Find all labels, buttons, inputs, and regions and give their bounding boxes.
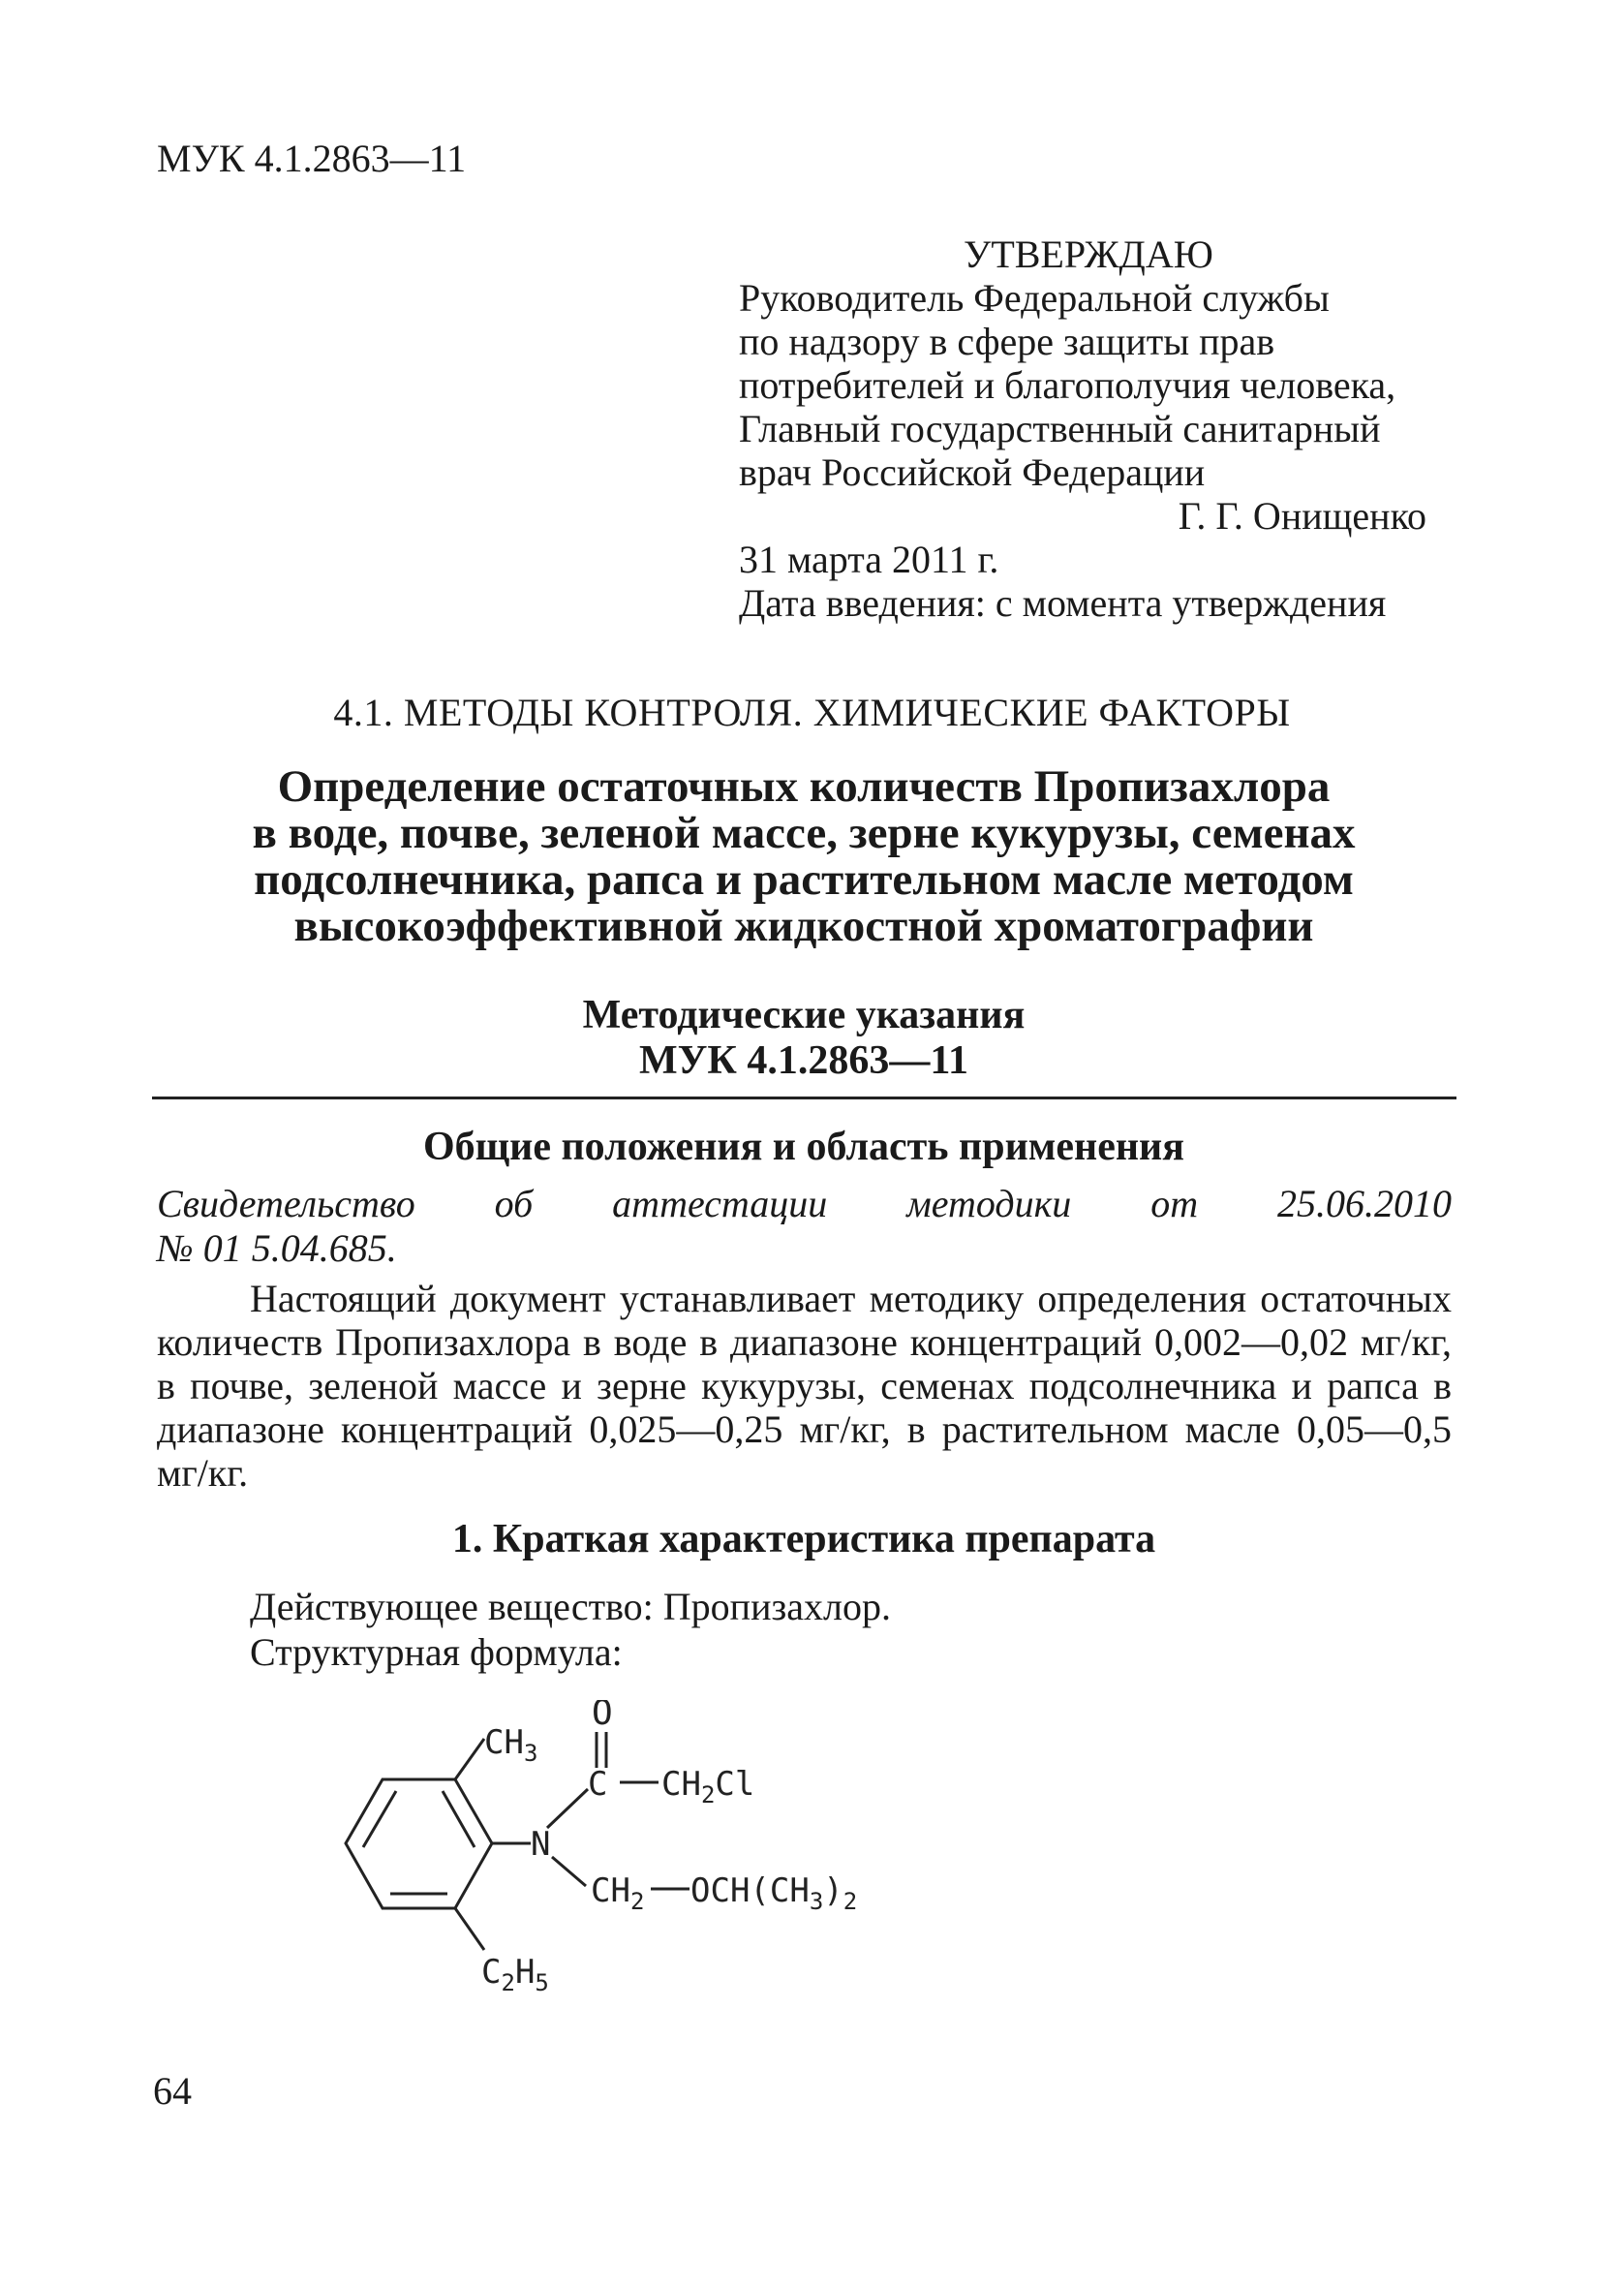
formula-ch2: $CH_2$: [591, 1871, 645, 1915]
formula-oxygen: O: [592, 1700, 613, 1733]
ring-double-bond: [363, 1791, 396, 1847]
approval-line: потребителей и благополучия человека,: [739, 363, 1396, 407]
section1-heading: 1. Краткая характеристика препарата: [451, 1517, 1156, 1561]
formula-ch2cl: $CH_2Cl$: [661, 1765, 755, 1808]
approval-line: врач Российской Федерации: [739, 450, 1206, 494]
formula-ch3: $CH_3$: [484, 1723, 538, 1767]
document-code: МУК 4.1.2863—11: [157, 137, 467, 180]
methyl-bond: [455, 1739, 484, 1779]
subtitle: [155, 993, 1453, 1084]
approval-heading: УТВЕРЖДАЮ: [964, 232, 1213, 276]
approval-signatory: Г. Г. Онищенко: [1178, 494, 1426, 538]
main-title: [155, 763, 1453, 949]
ethyl-bond: [455, 1908, 484, 1950]
scope-paragraph: Настоящий документ устанавливает методику определения остаточных количеств Пропизахлора в воде в диапазоне концентраций 0,002—0,02 мг/кг, в почве, зеленой массе и зерне кукурузы, семенах подсолнечника и рапса в диапазоне концентраций 0,025—0,25 мг/кг, в растительном масле 0,05—0,5 мг/кг.: [157, 1277, 1452, 1495]
methylene-bond: [552, 1857, 586, 1886]
formula-nitrogen: N: [531, 1825, 551, 1864]
approval-line: по надзору в сфере защиты прав: [739, 320, 1275, 363]
approval-line: Главный государственный санитарный: [739, 407, 1381, 450]
approval-line: Руководитель Федеральной службы: [739, 276, 1330, 320]
subtitle-code: МУК 4.1.2863—11: [638, 1038, 969, 1083]
certificate-number: № 01 5.04.685.: [157, 1226, 397, 1270]
certificate-line: Свидетельство об аттестации методики от 25.06.2010: [157, 1182, 1452, 1225]
main-title-line: подсолнечника, рапса и растительном масле методом: [254, 854, 1354, 905]
formula-carbon: C: [588, 1765, 608, 1804]
formula-bonds: [346, 1732, 689, 1950]
general-heading: Общие положения и область применения: [423, 1125, 1184, 1169]
formula-c2h5: $C_2H_5$: [481, 1953, 549, 1996]
ring-double-bond: [443, 1791, 475, 1847]
main-title-line: высокоэффективной жидкостной хроматографии: [293, 901, 1314, 951]
approval-block: [739, 232, 1455, 625]
horizontal-rule: [152, 1097, 1456, 1099]
approval-date: 31 марта 2011 г.: [739, 538, 999, 581]
subtitle-line: Методические указания: [582, 993, 1026, 1037]
active-substance: Действующее вещество: Пропизахлор.: [250, 1585, 892, 1628]
formula-isopropoxy: $OCH(CH_3)_2$: [690, 1871, 858, 1915]
benzene-ring: [346, 1779, 492, 1908]
approval-effective-date: Дата введения: с момента утверждения: [739, 581, 1387, 625]
main-title-line: Определение остаточных количеств Пропизахлора: [277, 761, 1331, 812]
carbonyl-bond: [547, 1789, 588, 1828]
section-title: 4.1. МЕТОДЫ КОНТРОЛЯ. ХИМИЧЕСКИЕ ФАКТОРЫ: [333, 691, 1291, 734]
page-number: 64: [153, 2069, 192, 2113]
structural-formula: [310, 1700, 988, 2020]
main-title-line: в воде, почве, зеленой массе, зерне кукурузы, семенах: [252, 808, 1356, 858]
formula-label: Структурная формула:: [250, 1630, 623, 1674]
